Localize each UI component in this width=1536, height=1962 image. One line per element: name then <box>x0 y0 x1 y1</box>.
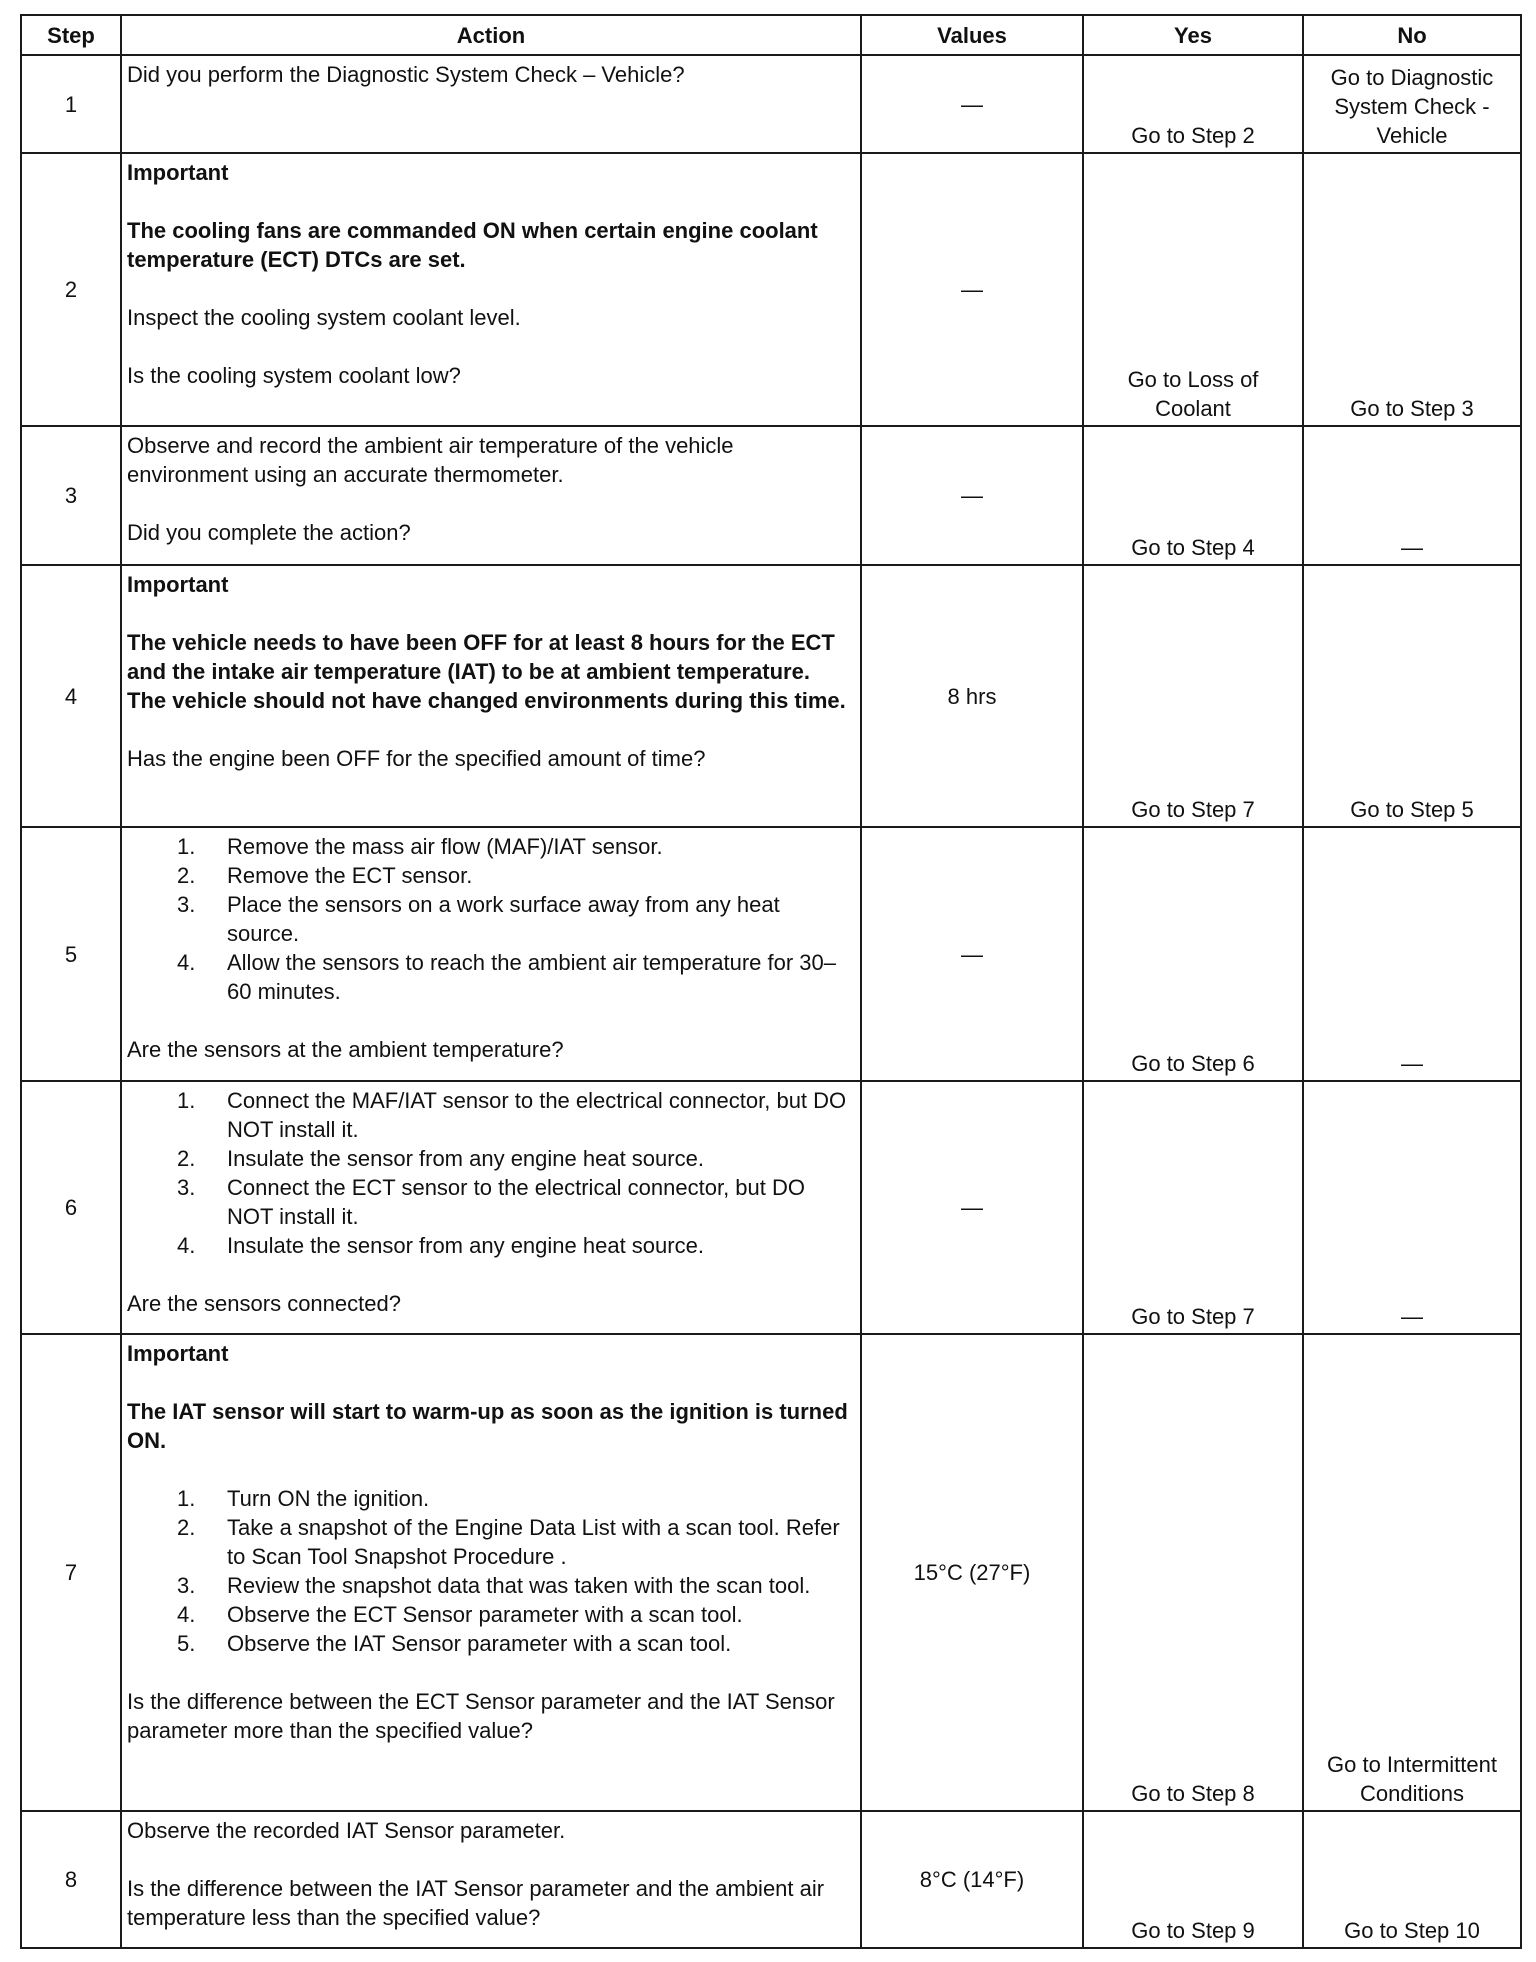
no-cell: — <box>1303 426 1521 565</box>
value-cell: — <box>861 827 1083 1081</box>
step-number: 8 <box>21 1811 121 1948</box>
table-row <box>21 1334 1521 1811</box>
item-number: 4. <box>177 1602 196 1627</box>
item-text: Allow the sensors to reach the ambient air temperature for 30–60 minutes. <box>227 950 836 1004</box>
table-row <box>21 426 1521 565</box>
action-cell <box>121 1811 861 1948</box>
procedure-item <box>127 1571 855 1600</box>
item-number: 2. <box>177 1146 196 1171</box>
spacer <box>127 1658 855 1687</box>
item-number: 3. <box>177 1175 196 1200</box>
step-number: 4 <box>21 565 121 827</box>
item-text: Connect the MAF/IAT sensor to the electrical connector, but DO NOT install it. <box>227 1088 847 1142</box>
procedure-item <box>127 832 855 861</box>
procedure-list <box>127 1484 855 1658</box>
item-number: 1. <box>177 834 196 859</box>
table-row <box>21 55 1521 153</box>
value-cell: 15°C (27°F) <box>861 1334 1083 1811</box>
procedure-item <box>127 948 855 1006</box>
action-text: Are the sensors connected? <box>127 1291 401 1316</box>
yes-cell: Go to Step 8 <box>1083 1334 1303 1811</box>
item-number: 5. <box>177 1631 196 1656</box>
item-text: Review the snapshot data that was taken with the scan tool. <box>227 1573 811 1598</box>
no-cell: Go to Step 5 <box>1303 565 1521 827</box>
item-number: 3. <box>177 1573 196 1598</box>
no-cell: Go to Step 3 <box>1303 153 1521 426</box>
action-cell <box>121 153 861 426</box>
value-cell: 8 hrs <box>861 565 1083 827</box>
spacer <box>127 1845 855 1874</box>
no-cell: Go to Intermittent Conditions <box>1303 1334 1521 1811</box>
header-values: Values <box>861 15 1083 55</box>
step-number: 2 <box>21 153 121 426</box>
yes-cell: Go to Step 6 <box>1083 827 1303 1081</box>
spacer <box>127 1455 855 1484</box>
header-no: No <box>1303 15 1521 55</box>
important-heading: Important <box>127 1341 229 1366</box>
item-number: 1. <box>177 1486 196 1511</box>
item-text: Insulate the sensor from any engine heat source. <box>227 1146 704 1171</box>
procedure-item <box>127 1173 855 1231</box>
step-number: 3 <box>21 426 121 565</box>
item-number: 2. <box>177 863 196 888</box>
action-text: Is the difference between the ECT Sensor parameter and the IAT Sensor parameter more than the specified value? <box>127 1689 835 1743</box>
item-number: 3. <box>177 892 196 917</box>
procedure-item <box>127 1513 855 1571</box>
no-cell: — <box>1303 827 1521 1081</box>
important-note: The cooling fans are commanded ON when certain engine coolant temperature (ECT) DTCs are set. <box>127 218 818 272</box>
item-text: Remove the ECT sensor. <box>227 863 473 888</box>
value-cell: — <box>861 1081 1083 1334</box>
procedure-item <box>127 1484 855 1513</box>
procedure-item <box>127 861 855 890</box>
yes-cell: Go to Step 2 <box>1083 55 1303 153</box>
spacer <box>127 1260 855 1289</box>
procedure-list <box>127 832 855 1006</box>
item-text: Observe the IAT Sensor parameter with a scan tool. <box>227 1631 732 1656</box>
procedure-item <box>127 1086 855 1144</box>
action-text: Inspect the cooling system coolant level. <box>127 305 521 330</box>
item-text: Place the sensors on a work surface away from any heat source. <box>227 892 780 946</box>
procedure-item <box>127 1231 855 1260</box>
header-step: Step <box>21 15 121 55</box>
item-number: 1. <box>177 1088 196 1113</box>
procedure-item <box>127 1600 855 1629</box>
action-cell <box>121 426 861 565</box>
procedure-item <box>127 890 855 948</box>
action-text: Is the cooling system coolant low? <box>127 363 461 388</box>
spacer <box>127 715 855 744</box>
header-row <box>21 15 1521 55</box>
action-text: Observe and record the ambient air temperature of the vehicle environment using an accurate thermometer. <box>127 433 734 487</box>
important-note: The vehicle needs to have been OFF for at least 8 hours for the ECT and the intake air temperature (IAT) to be at ambient temperature. The vehicle should not have changed environments during this time. <box>127 630 846 713</box>
important-note: The IAT sensor will start to warm-up as soon as the ignition is turned ON. <box>127 1399 848 1453</box>
action-text: Are the sensors at the ambient temperature? <box>127 1037 564 1062</box>
header-action: Action <box>121 15 861 55</box>
yes-cell: Go to Step 7 <box>1083 565 1303 827</box>
item-number: 2. <box>177 1515 196 1540</box>
item-number: 4. <box>177 1233 196 1258</box>
no-cell: — <box>1303 1081 1521 1334</box>
yes-cell: Go to Step 9 <box>1083 1811 1303 1948</box>
procedure-item <box>127 1144 855 1173</box>
procedure-item <box>127 1629 855 1658</box>
spacer <box>127 332 855 361</box>
table-row <box>21 1811 1521 1948</box>
item-text: Take a snapshot of the Engine Data List with a scan tool. Refer to Scan Tool Snapshot Procedure . <box>227 1515 840 1569</box>
item-text: Insulate the sensor from any engine heat source. <box>227 1233 704 1258</box>
action-cell <box>121 55 861 153</box>
spacer <box>127 1368 855 1397</box>
action-cell <box>121 827 861 1081</box>
action-text: Has the engine been OFF for the specified amount of time? <box>127 746 706 771</box>
item-number: 4. <box>177 950 196 975</box>
spacer <box>127 1006 855 1035</box>
table-row <box>21 1081 1521 1334</box>
yes-cell: Go to Step 7 <box>1083 1081 1303 1334</box>
table-row <box>21 153 1521 426</box>
item-text: Connect the ECT sensor to the electrical connector, but DO NOT install it. <box>227 1175 806 1229</box>
diagnostic-table <box>20 14 1522 1949</box>
important-heading: Important <box>127 160 229 185</box>
header-yes: Yes <box>1083 15 1303 55</box>
yes-cell: Go to Loss of Coolant <box>1083 153 1303 426</box>
item-text: Remove the mass air flow (MAF)/IAT sensor. <box>227 834 663 859</box>
step-number: 1 <box>21 55 121 153</box>
action-cell <box>121 565 861 827</box>
step-number: 6 <box>21 1081 121 1334</box>
value-cell: — <box>861 55 1083 153</box>
no-cell: Go to Step 10 <box>1303 1811 1521 1948</box>
spacer <box>127 599 855 628</box>
important-heading: Important <box>127 572 229 597</box>
spacer <box>127 489 855 518</box>
table-row <box>21 565 1521 827</box>
step-number: 5 <box>21 827 121 1081</box>
procedure-list <box>127 1086 855 1260</box>
item-text: Observe the ECT Sensor parameter with a scan tool. <box>227 1602 743 1627</box>
action-text: Did you perform the Diagnostic System Check – Vehicle? <box>127 62 685 87</box>
action-text: Is the difference between the IAT Sensor parameter and the ambient air temperature less than the specified value? <box>127 1876 825 1930</box>
value-cell: — <box>861 153 1083 426</box>
step-number: 7 <box>21 1334 121 1811</box>
value-cell: — <box>861 426 1083 565</box>
action-cell <box>121 1334 861 1811</box>
action-text: Observe the recorded IAT Sensor parameter. <box>127 1818 566 1843</box>
spacer <box>127 187 855 216</box>
value-cell: 8°C (14°F) <box>861 1811 1083 1948</box>
table-body <box>21 55 1521 1948</box>
no-cell: Go to Diagnostic System Check - Vehicle <box>1303 55 1521 153</box>
action-cell <box>121 1081 861 1334</box>
action-text: Did you complete the action? <box>127 520 411 545</box>
yes-cell: Go to Step 4 <box>1083 426 1303 565</box>
table-row <box>21 827 1521 1081</box>
item-text: Turn ON the ignition. <box>227 1486 430 1511</box>
spacer <box>127 274 855 303</box>
